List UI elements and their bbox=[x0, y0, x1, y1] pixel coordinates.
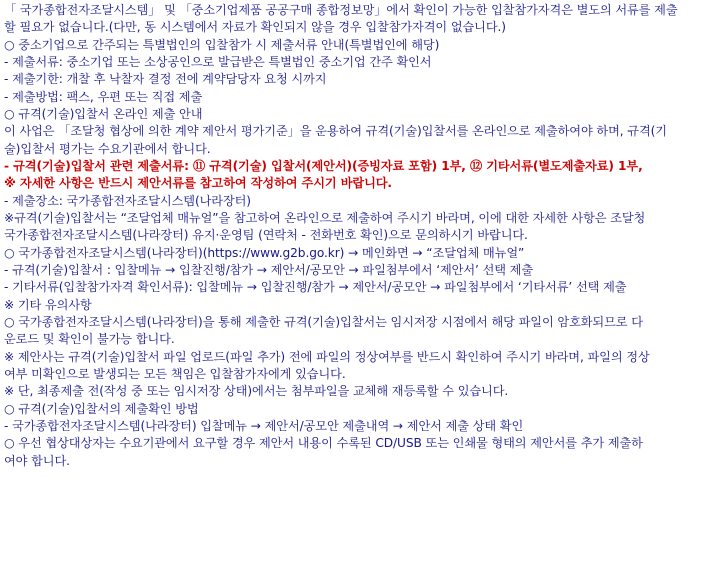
document-line: ○ 국가종합전자조달시스템(나라장터)(https://www.g2b.go.kr) → 메인화면 → “조달업체 매뉴얼” bbox=[4, 245, 525, 260]
document-line: 여야 합니다. bbox=[4, 453, 70, 468]
document-line: 국가종합전자조달시스템(나라장터) 유지·운영팀 (연락처 - 전화번호 확인)으로 문의하시기 바랍니다. bbox=[4, 228, 528, 243]
document-line: - 규격(기술)입찰서 : 입찰메뉴 → 입찰진행/참가 → 제안서/공모안 → 파일첨부에서 ‘제안서’ 선택 제출 bbox=[4, 262, 534, 277]
document-line: ○ 중소기업으로 간주되는 특별법인의 입찰참가 시 제출서류 안내(특별법인에 해당) bbox=[4, 37, 440, 52]
document-line: ※ 자세한 사항은 반드시 제안서류를 참고하여 작성하여 주시기 바랍니다. bbox=[4, 176, 392, 191]
document-line: ※ 단, 최종제출 전(작성 중 또는 임시저장 상태)에서는 첨부파일을 교체해 재등록할 수 있습니다. bbox=[4, 384, 509, 399]
document-line: 「 국가종합전자조달시스템」 및 「중소기업제품 공공구매 종합정보망」에서 확인이 가능한 입찰참가자격은 별도의 서류를 제출 bbox=[4, 3, 678, 17]
document-line: 술)입찰서 평가는 수요기관에서 합니다. bbox=[4, 141, 211, 156]
document-line: ※ 기타 유의사항 bbox=[4, 297, 92, 312]
document-line: - 제출서류: 중소기업 또는 소상공인으로 발급받은 특별법인 중소기업 간주 확인서 bbox=[4, 54, 432, 69]
document-line: ○ 국가종합전자조달시스템(나라장터)을 통해 제출한 규격(기술)입찰서는 임시저장 시점에서 해당 파일이 암호화되므로 다 bbox=[4, 314, 643, 329]
document-line: - 제출장소: 국가종합전자조달시스템(나라장터) bbox=[4, 193, 251, 208]
document-line: - 국가종합전자조달시스템(나라장터) 입찰메뉴 → 제안서/공모안 제출내역 → 제안서 제출 상태 확인 bbox=[4, 418, 524, 433]
document-line: ○ 규격(기술)입찰서의 제출확인 방법 bbox=[4, 401, 199, 416]
document-line: 운로드 및 확인이 불가능 합니다. bbox=[4, 332, 175, 347]
document-line: - 제출기한: 개찰 후 낙찰자 결정 전에 계약담당자 요청 시까지 bbox=[4, 72, 327, 87]
document-line: ○ 우선 협상대상자는 수요기관에서 요구할 경우 제안서 내용이 수록된 CD/USB 또는 인쇄물 형태의 제안서를 추가 제출하 bbox=[4, 436, 643, 451]
document-line: ○ 규격(기술)입찰서 온라인 제출 안내 bbox=[4, 106, 203, 121]
document-line: - 제출방법: 팩스, 우편 또는 직접 제출 bbox=[4, 89, 203, 104]
document-line: 여부 미확인으로 발생되는 모든 책임은 입찰참가자에게 있습니다. bbox=[4, 366, 346, 381]
document-line: 이 사업은 「조달청 협상에 의한 계약 제안서 평가기준」을 운용하여 규격(기술)입찰서를 온라인으로 제출하여야 하며, 규격(기 bbox=[4, 124, 667, 139]
document-line: 할 필요가 없습니다.(다만, 동 시스템에서 자료가 확인되지 않을 경우 입찰참가자격이 없습니다.) bbox=[4, 20, 506, 35]
document-line: ※규격(기술)입찰서는 “조달업체 매뉴얼”을 참고하여 온라인으로 제출하여 주시기 바라며, 이에 대한 자세한 사항은 조달청 bbox=[4, 210, 646, 225]
document-line: - 기타서류(입찰참가자격 확인서류): 입찰메뉴 → 입찰진행/참가 → 제안서/공모안 → 파일첨부에서 ‘기타서류’ 선택 제출 bbox=[4, 280, 627, 295]
document-line: - 규격(기술)입찰서 관련 제출서류: ⑪ 규격(기술) 입찰서(제안서)(증빙자료 포함) 1부, ⑫ 기타서류(별도제출자료) 1부, bbox=[4, 158, 643, 173]
document-line: ※ 제안사는 규격(기술)입찰서 파일 업로드(파일 추가) 전에 파일의 정상여부를 반드시 확인하여 주시기 바라며, 파일의 정상 bbox=[4, 349, 650, 364]
